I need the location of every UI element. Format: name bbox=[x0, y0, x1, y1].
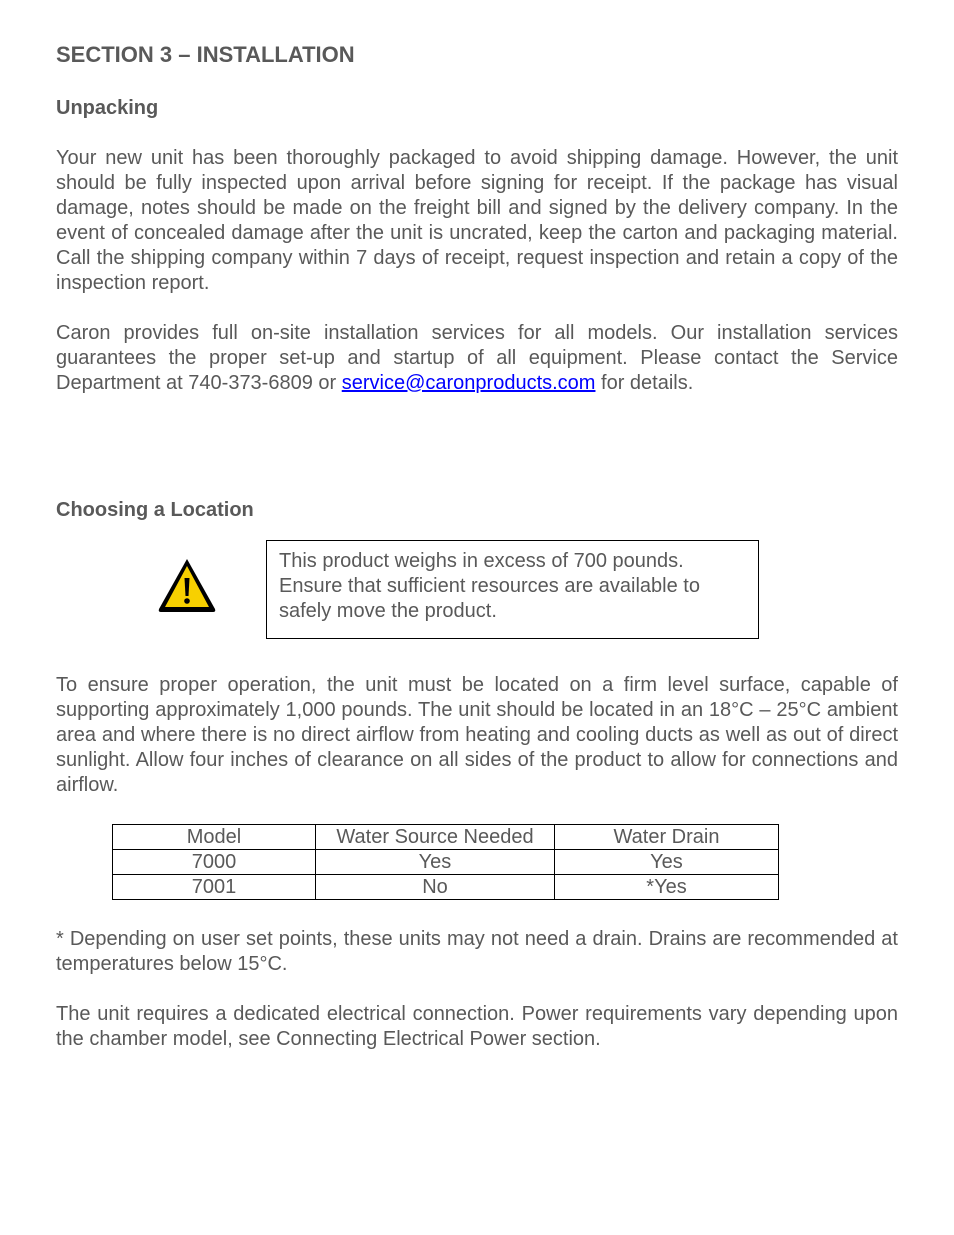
weight-warning-box bbox=[266, 540, 759, 639]
service-email-link[interactable]: service@caronproducts.com bbox=[341, 372, 596, 394]
header-water-drain: Water Drain bbox=[555, 825, 779, 850]
warning-icon bbox=[156, 556, 218, 614]
drain-footnote: * Depending on user set points, these units may not need a drain. Drains are recommended at temperatures below 15°C. bbox=[56, 928, 898, 975]
electrical-paragraph: The unit requires a dedicated electrical connection. Power requirements vary depending upon the chamber model, see Connecting Electrical Power section. bbox=[56, 1003, 898, 1050]
cell-water-source: Yes bbox=[316, 850, 555, 875]
table-row bbox=[113, 875, 779, 900]
location-paragraph: To ensure proper operation, the unit must be located on a firm level surface, capable of supporting approximately 1,000 pounds. The unit should be located in an 18°C – 25°C ambient area and where there is no direct airflow from heating and cooling ducts as well as out of direct sunlight. Allow four inches of clearance on all sides of the product to allow for connections and airflow. bbox=[56, 674, 898, 796]
installation-services-paragraph bbox=[56, 321, 898, 396]
model-requirements-table bbox=[112, 824, 779, 900]
cell-water-source: No bbox=[316, 875, 555, 900]
warning-line-2: Ensure that sufficient resources are available to bbox=[279, 575, 700, 597]
unpacking-paragraph: Your new unit has been thoroughly packaged to avoid shipping damage. However, the unit should be fully inspected upon arrival before signing for receipt. If the package has visual damage, notes should be made on the freight bill and signed by the delivery company. In the event of concealed damage after the unit is uncrated, keep the carton and packaging material. Call the shipping company within 7 days of receipt, request inspection and retain a copy of the inspection report. bbox=[56, 147, 898, 294]
cell-water-drain: *Yes bbox=[555, 875, 779, 900]
services-text: Caron provides full on-site installation services for all models. Our installation services guarantees the proper set-up and startup of all equipment. Please contact the Service Department at 740-373-6809 or bbox=[56, 322, 898, 394]
header-model: Model bbox=[113, 825, 316, 850]
section-title: SECTION 3 – INSTALLATION bbox=[56, 42, 355, 67]
cell-model: 7000 bbox=[113, 850, 316, 875]
unpacking-heading: Unpacking bbox=[56, 97, 159, 119]
warning-line-3: safely move the product. bbox=[279, 600, 497, 622]
cell-water-drain: Yes bbox=[555, 850, 779, 875]
header-water-source: Water Source Needed bbox=[316, 825, 555, 850]
table-row bbox=[113, 850, 779, 875]
table-header-row bbox=[113, 825, 779, 850]
cell-model: 7001 bbox=[113, 875, 316, 900]
services-text-end: for details. bbox=[595, 372, 694, 394]
location-heading: Choosing a Location bbox=[56, 499, 254, 521]
warning-line-1: This product weighs in excess of 700 pounds. bbox=[279, 550, 684, 572]
